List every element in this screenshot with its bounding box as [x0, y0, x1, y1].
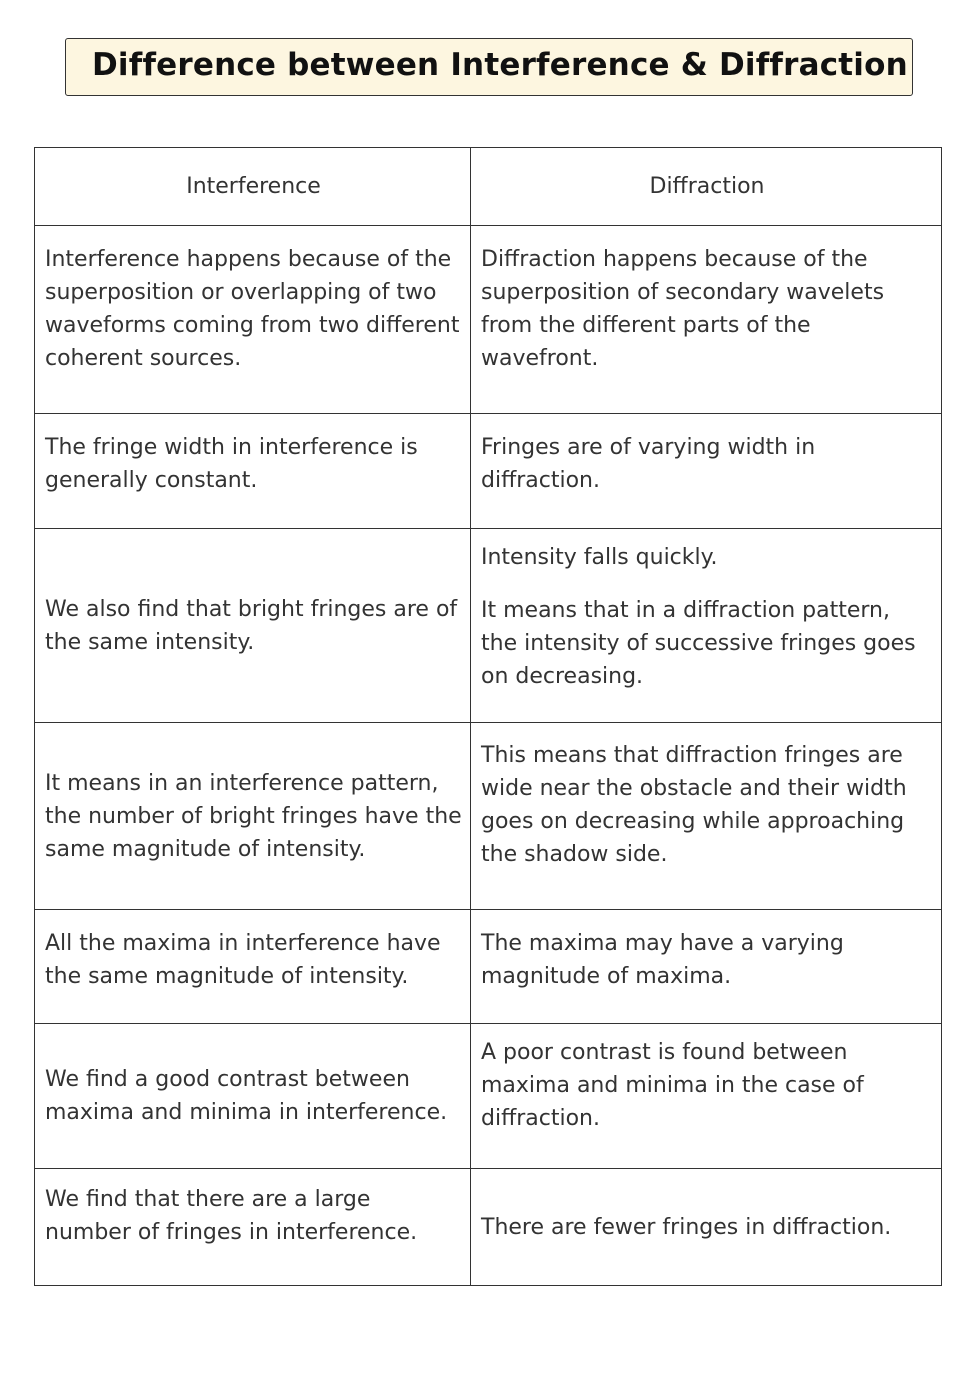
cell-text: It means that in a diffraction pattern, the intensity of successive fringes goes on decreasing.	[481, 598, 916, 689]
cell-text: Diffraction happens because of the superposition of secondary wavelets from the different parts of the wavefront.	[481, 247, 885, 371]
header-interference: Interference	[35, 148, 471, 225]
cell-text: Intensity falls quickly.	[481, 545, 718, 570]
cell-text: We also find that bright fringes are of the same intensity.	[45, 596, 458, 655]
page-title: Difference between Interference & Diffraction	[92, 47, 908, 83]
table-row	[34, 1024, 942, 1169]
table-row	[34, 226, 942, 414]
cell-text: Fringes are of varying width in diffraction.	[481, 435, 816, 493]
cell-text: Interference happens because of the superposition or overlapping of two waveforms coming from two different coherent sources.	[45, 247, 460, 371]
diffraction-cell	[471, 226, 941, 413]
cell-text: There are fewer fringes in diffraction.	[481, 1214, 892, 1240]
diffraction-cell	[471, 1169, 941, 1285]
diffraction-cell	[471, 910, 941, 1023]
cell-text: This means that diffraction fringes are wide near the obstacle and their width goes on decreasing while approaching the shadow side.	[481, 743, 907, 867]
cell-text: We find a good contrast between maxima and minima in interference.	[45, 1067, 448, 1125]
table-header-row	[34, 147, 942, 226]
table-row	[34, 1169, 942, 1286]
cell-text: All the maxima in interference have the same magnitude of intensity.	[45, 931, 441, 989]
table-row	[34, 414, 942, 529]
table-row	[34, 529, 942, 723]
diffraction-cell	[471, 529, 941, 722]
table-row	[34, 723, 942, 910]
interference-cell	[35, 723, 471, 909]
interference-cell	[35, 414, 471, 528]
diffraction-cell	[471, 1024, 941, 1168]
interference-cell	[35, 529, 471, 722]
cell-text: The maxima may have a varying magnitude of maxima.	[481, 931, 844, 989]
interference-cell	[35, 226, 471, 413]
diffraction-cell	[471, 723, 941, 909]
cell-text: The fringe width in interference is generally constant.	[45, 435, 418, 493]
table-row	[34, 910, 942, 1024]
interference-cell	[35, 1024, 471, 1168]
interference-cell	[35, 1169, 471, 1285]
diffraction-cell	[471, 414, 941, 528]
cell-text: A poor contrast is found between maxima and minima in the case of diffraction.	[481, 1040, 864, 1131]
comparison-table	[34, 147, 942, 1286]
cell-text: We find that there are a large number of fringes in interference.	[45, 1187, 418, 1245]
header-diffraction: Diffraction	[649, 174, 765, 199]
cell-text: It means in an interference pattern, the number of bright fringes have the same magnitude of intensity.	[45, 770, 462, 862]
title-banner	[65, 38, 913, 96]
interference-cell	[35, 910, 471, 1023]
